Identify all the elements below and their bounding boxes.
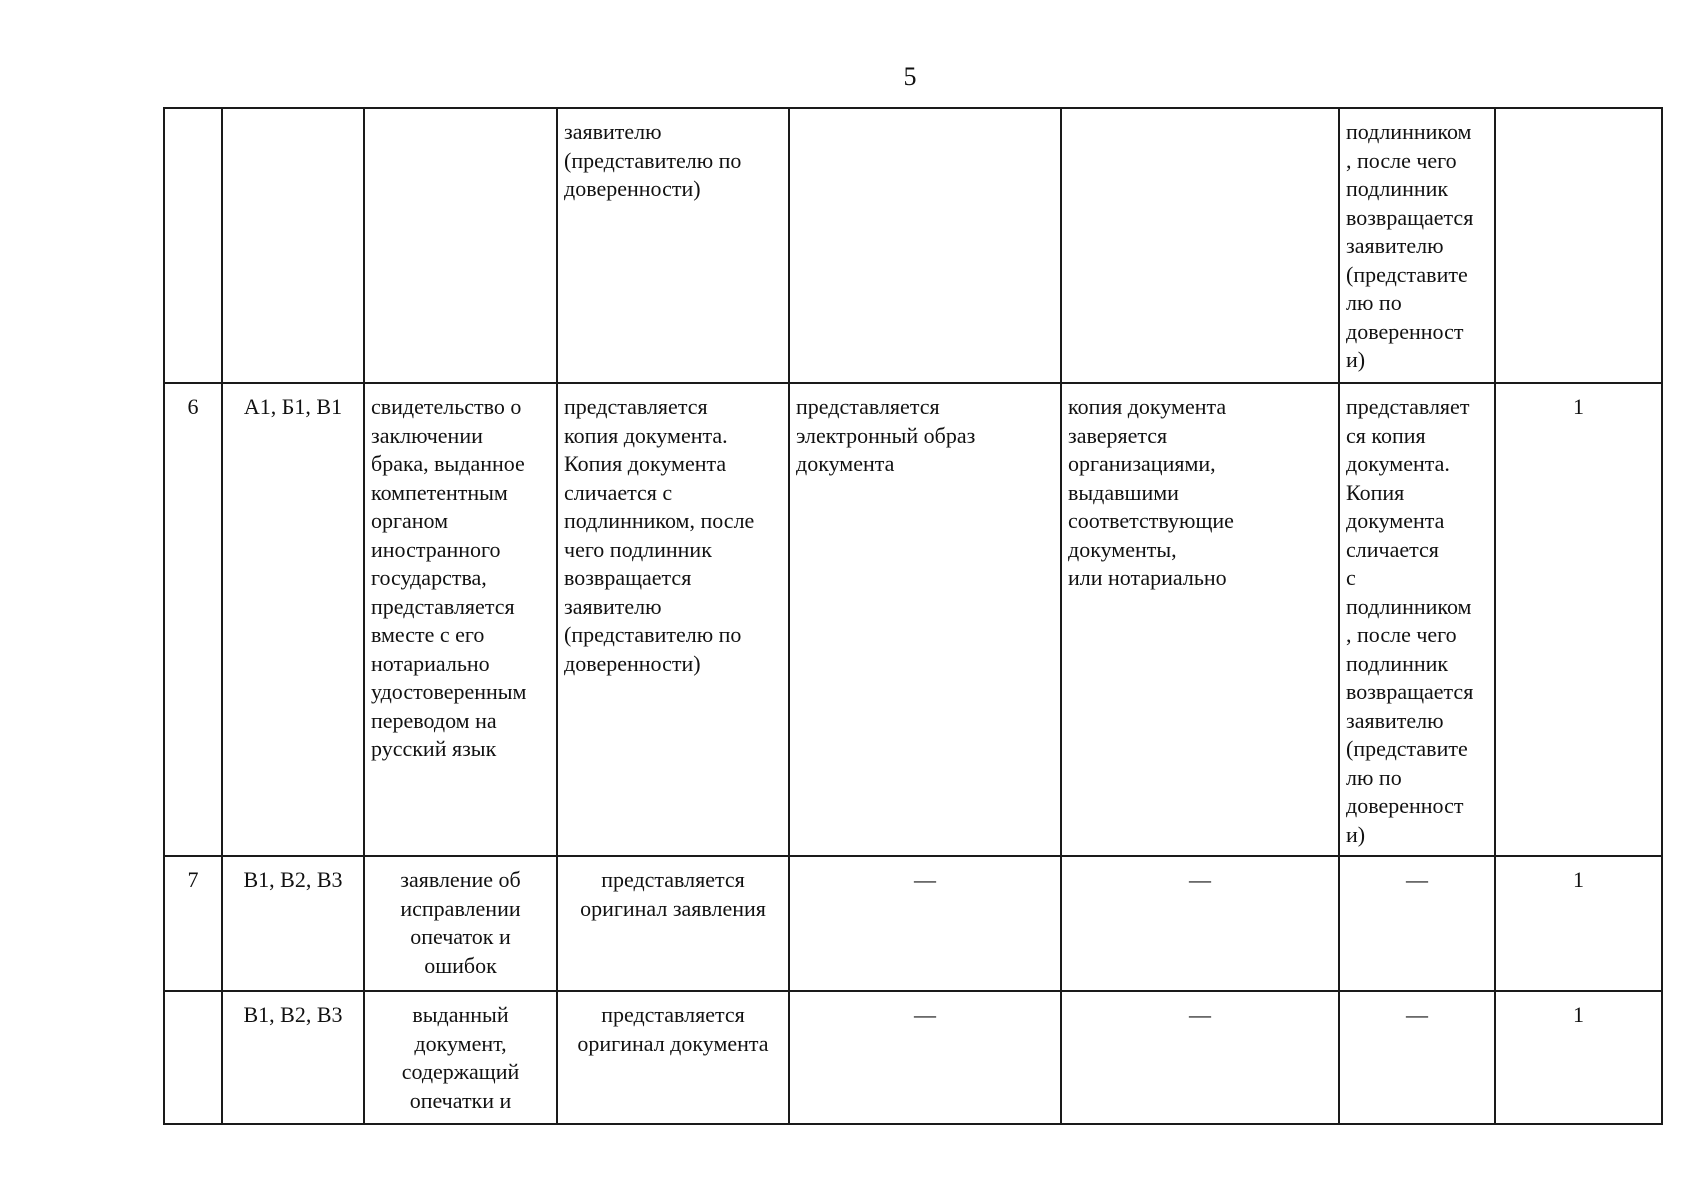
page-number: 5 bbox=[903, 62, 917, 91]
copy-submission-cell: представляет ся копия документа. Копия документа сличается с подлинником , после чего подлинник возвращается заявителю (представите лю по доверенност и) bbox=[1339, 383, 1495, 856]
category-cell: В1, В2, В3 bbox=[222, 991, 364, 1124]
original-submission-cell: заявителю (представителю по доверенности) bbox=[557, 108, 789, 383]
original-submission-cell: представляется оригинал документа bbox=[557, 991, 789, 1124]
table-row bbox=[164, 856, 1662, 991]
certification-cell: — bbox=[1061, 856, 1339, 991]
copy-submission-cell: подлинником , после чего подлинник возвращается заявителю (представите лю по доверенност и) bbox=[1339, 108, 1495, 383]
row-number-cell: 7 bbox=[164, 856, 222, 991]
category-cell bbox=[222, 108, 364, 383]
copy-submission-cell: — bbox=[1339, 856, 1495, 991]
document-name-cell: свидетельство о заключении брака, выданное компетентным органом иностранного государства, представляется вместе с его нотариально удостоверенным переводом на русский язык bbox=[364, 383, 557, 856]
electronic-submission-cell: представляется электронный образ документа bbox=[789, 383, 1061, 856]
category-cell: В1, В2, В3 bbox=[222, 856, 364, 991]
certification-cell: копия документа заверяется организациями, выдавшими соответствующие документы, или нотариально bbox=[1061, 383, 1339, 856]
quantity-cell: 1 bbox=[1495, 383, 1662, 856]
electronic-submission-cell bbox=[789, 108, 1061, 383]
table-row bbox=[164, 991, 1662, 1124]
electronic-submission-cell: — bbox=[789, 991, 1061, 1124]
quantity-cell: 1 bbox=[1495, 856, 1662, 991]
document-name-cell: выданный документ, содержащий опечатки и bbox=[364, 991, 557, 1124]
quantity-cell: 1 bbox=[1495, 991, 1662, 1124]
category-cell: А1, Б1, В1 bbox=[222, 383, 364, 856]
copy-submission-cell: — bbox=[1339, 991, 1495, 1124]
electronic-submission-cell: — bbox=[789, 856, 1061, 991]
certification-cell bbox=[1061, 108, 1339, 383]
table-row bbox=[164, 108, 1662, 383]
table-row bbox=[164, 383, 1662, 856]
certification-cell: — bbox=[1061, 991, 1339, 1124]
row-number-cell bbox=[164, 991, 222, 1124]
row-number-cell bbox=[164, 108, 222, 383]
original-submission-cell: представляется оригинал заявления bbox=[557, 856, 789, 991]
original-submission-cell: представляется копия документа. Копия документа сличается с подлинником, после чего подлинник возвращается заявителю (представителю по доверенности) bbox=[557, 383, 789, 856]
quantity-cell bbox=[1495, 108, 1662, 383]
document-name-cell: заявление об исправлении опечаток и ошибок bbox=[364, 856, 557, 991]
document-name-cell bbox=[364, 108, 557, 383]
row-number-cell: 6 bbox=[164, 383, 222, 856]
documents-table bbox=[163, 107, 1663, 1125]
